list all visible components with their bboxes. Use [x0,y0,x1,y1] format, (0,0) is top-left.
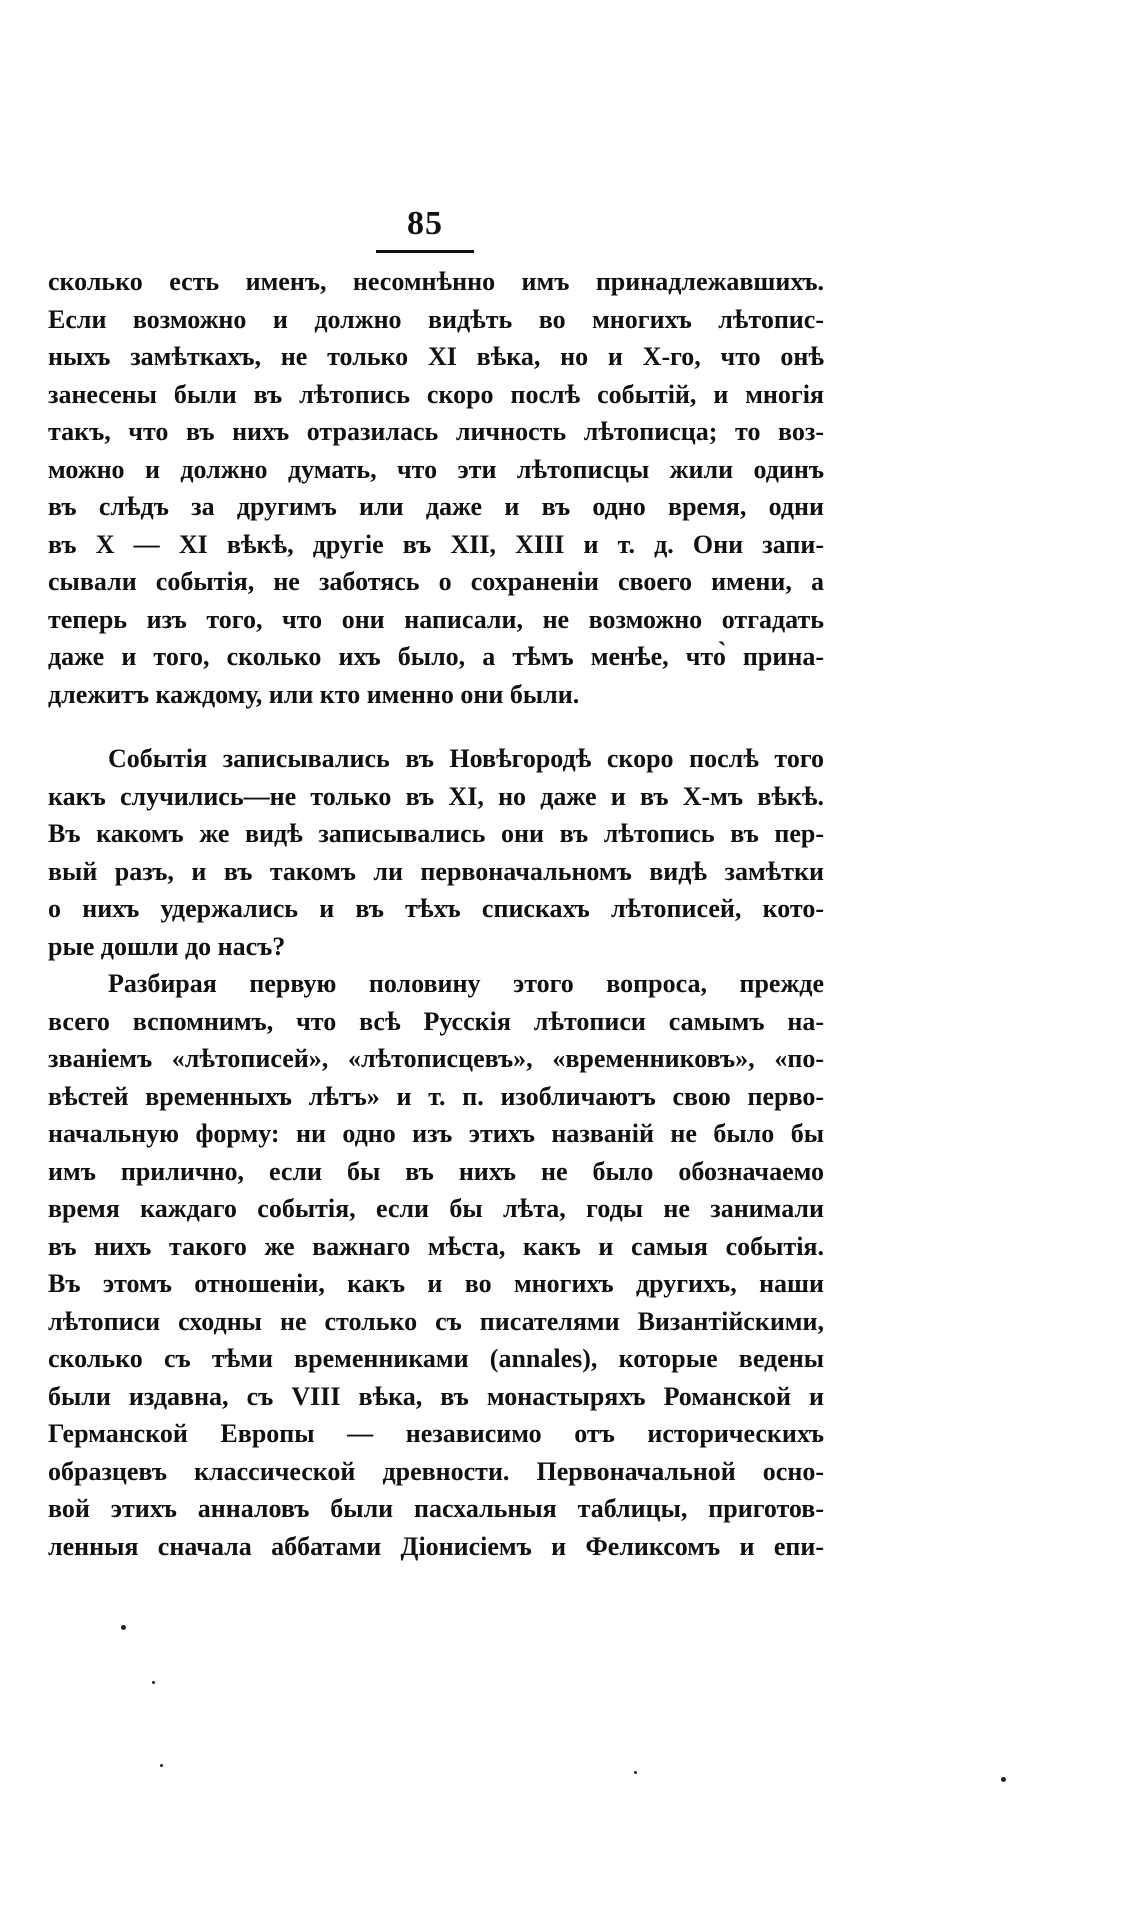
page-number: 85 [407,205,443,242]
scan-speck [1001,1777,1006,1782]
text-line: вѣстей временныхъ лѣтъ» и т. п. изобличаютъ свою перво- [48,1081,824,1111]
text-line: всего вспомнимъ, что всѣ Русскія лѣтописи самымъ на- [48,1006,824,1036]
paragraph-3 [48,965,824,1565]
text-line: ленныя сначала аббатами Діонисіемъ и Феликсомъ и епи- [48,1531,824,1561]
text-line: званіемъ «лѣтописей», «лѣтописцевъ», «временниковъ», «по- [48,1044,824,1073]
text-line: теперь изъ того, что они написали, не возможно отгадать [48,604,824,634]
text-line: время каждаго событія, если бы лѣта, годы не занимали [48,1194,824,1223]
text-line: образцевъ классической древности. Первоначальной осно- [48,1456,824,1486]
text-line: были издавна, съ VIII вѣка, въ монастыряхъ Романской и [48,1381,824,1411]
text-line: рые дошли до насъ? [48,931,286,961]
text-line: лѣтописи сходны не столько съ писателями Византійскими, [48,1306,824,1336]
text-line: занесены были въ лѣтопись скоро послѣ событій, и многія [48,379,824,409]
text-line: длежитъ каждому, или кто именно они были. [48,679,580,709]
scan-speck [160,1764,163,1767]
paragraph-2 [48,740,824,965]
text-line: такъ, что въ нихъ отразилась личность лѣтописца; то воз- [48,417,824,446]
text-line: начальную форму: ни одно изъ этихъ названій не было бы [48,1119,824,1148]
scan-speck [152,1681,155,1684]
text-line: ныхъ замѣткахъ, не только XI вѣка, но и X-го, что онѣ [48,342,824,371]
text-line: Разбирая первую половину этого вопроса, прежде [108,969,824,998]
text-line: можно и должно думать, что эти лѣтописцы жили одинъ [48,454,824,484]
text-line: Событія записывались въ Новѣгородѣ скоро послѣ того [108,744,824,773]
text-line: о нихъ удержались и въ тѣхъ спискахъ лѣтописей, кото- [48,894,824,923]
text-line: какъ случились—не только въ XI, но даже и въ X-мъ вѣкѣ. [48,781,824,811]
text-line: въ слѣдъ за другимъ или даже и въ одно время, одни [48,492,824,521]
scan-speck [121,1625,126,1630]
scan-speck [634,1771,637,1774]
text-line: въ X — XI вѣкѣ, другіе въ XII, XIII и т. д. Они запи- [48,529,824,559]
text-block-top [48,263,824,713]
text-line: имъ прилично, если бы въ нихъ не было обозначаемо [48,1156,824,1186]
text-line: сывали событія, не заботясь о сохраненіи своего имени, а [48,567,824,596]
text-line: Германской Европы — независимо отъ историческихъ [48,1419,824,1448]
text-line: вый разъ, и въ такомъ ли первоначальномъ видѣ замѣтки [48,856,824,886]
text-line: сколько есть именъ, несомнѣнно имъ принадлежавшихъ. [48,267,824,296]
text-line: Если возможно и должно видѣть во многихъ лѣтопис- [48,304,824,334]
text-line: вой этихъ анналовъ были пасхальныя таблицы, приготов- [48,1494,824,1523]
text-line: даже и того, сколько ихъ было, а тѣмъ менѣе, что̀ прина- [48,642,824,671]
text-line: сколько съ тѣми временниками (annales), которые ведены [48,1344,824,1373]
text-line: въ нихъ такого же важнаго мѣста, какъ и самыя событія. [48,1231,824,1261]
paragraph-1 [48,263,824,713]
text-line: Въ этомъ отношеніи, какъ и во многихъ другихъ, наши [48,1269,824,1298]
page-number-underline [376,250,474,253]
text-line: Въ какомъ же видѣ записывались они въ лѣтопись въ пер- [48,819,824,848]
text-block-bottom [48,740,824,1565]
